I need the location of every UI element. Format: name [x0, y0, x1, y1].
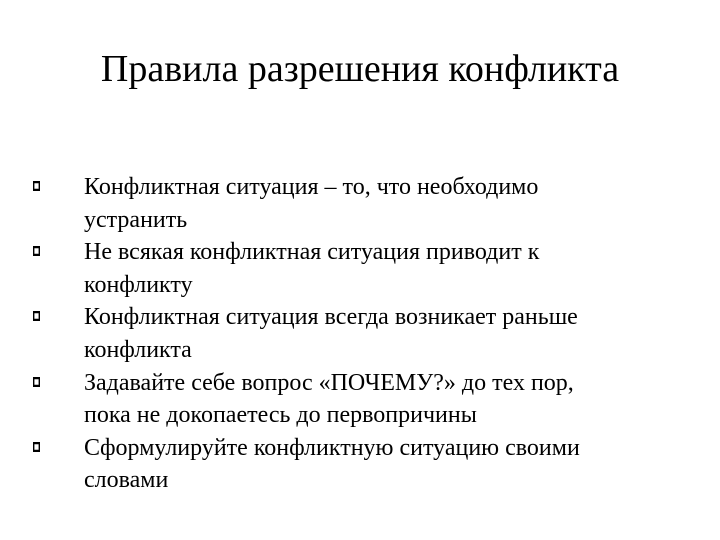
- bullet-line: Не всякая конфликтная ситуация приводит к: [84, 239, 540, 266]
- bullet-line: Сформулируйте конфликтную ситуацию своими: [84, 434, 580, 461]
- bullet-line: словами: [84, 467, 169, 494]
- square-bullet-icon: [33, 311, 40, 321]
- bullet-line: пока не докопаетесь до первопричины: [84, 402, 477, 429]
- bullet-item: [0, 367, 684, 432]
- bullet-line: Конфликтная ситуация – то, что необходимо: [84, 174, 539, 200]
- square-bullet-icon: [33, 246, 40, 256]
- bullet-line: конфликта: [84, 336, 192, 363]
- bullet-line: Конфликтная ситуация всегда возникает раньше: [84, 304, 578, 331]
- square-bullet-icon: [33, 442, 40, 452]
- square-bullet-icon: [33, 377, 40, 387]
- bullet-line: устранить: [84, 206, 188, 233]
- square-bullet-icon: [33, 181, 40, 191]
- bullet-item: [0, 236, 684, 301]
- bullet-item: [0, 171, 684, 236]
- bullet-item: [0, 432, 684, 497]
- bullet-item: [0, 301, 684, 366]
- bullet-line: Задавайте себе вопрос «ПОЧЕМУ?» до тех пор,: [84, 369, 574, 396]
- slide-title: Правила разрешения конфликта: [100, 48, 620, 90]
- bullet-list: [0, 171, 720, 497]
- bullet-line: конфликту: [84, 271, 193, 298]
